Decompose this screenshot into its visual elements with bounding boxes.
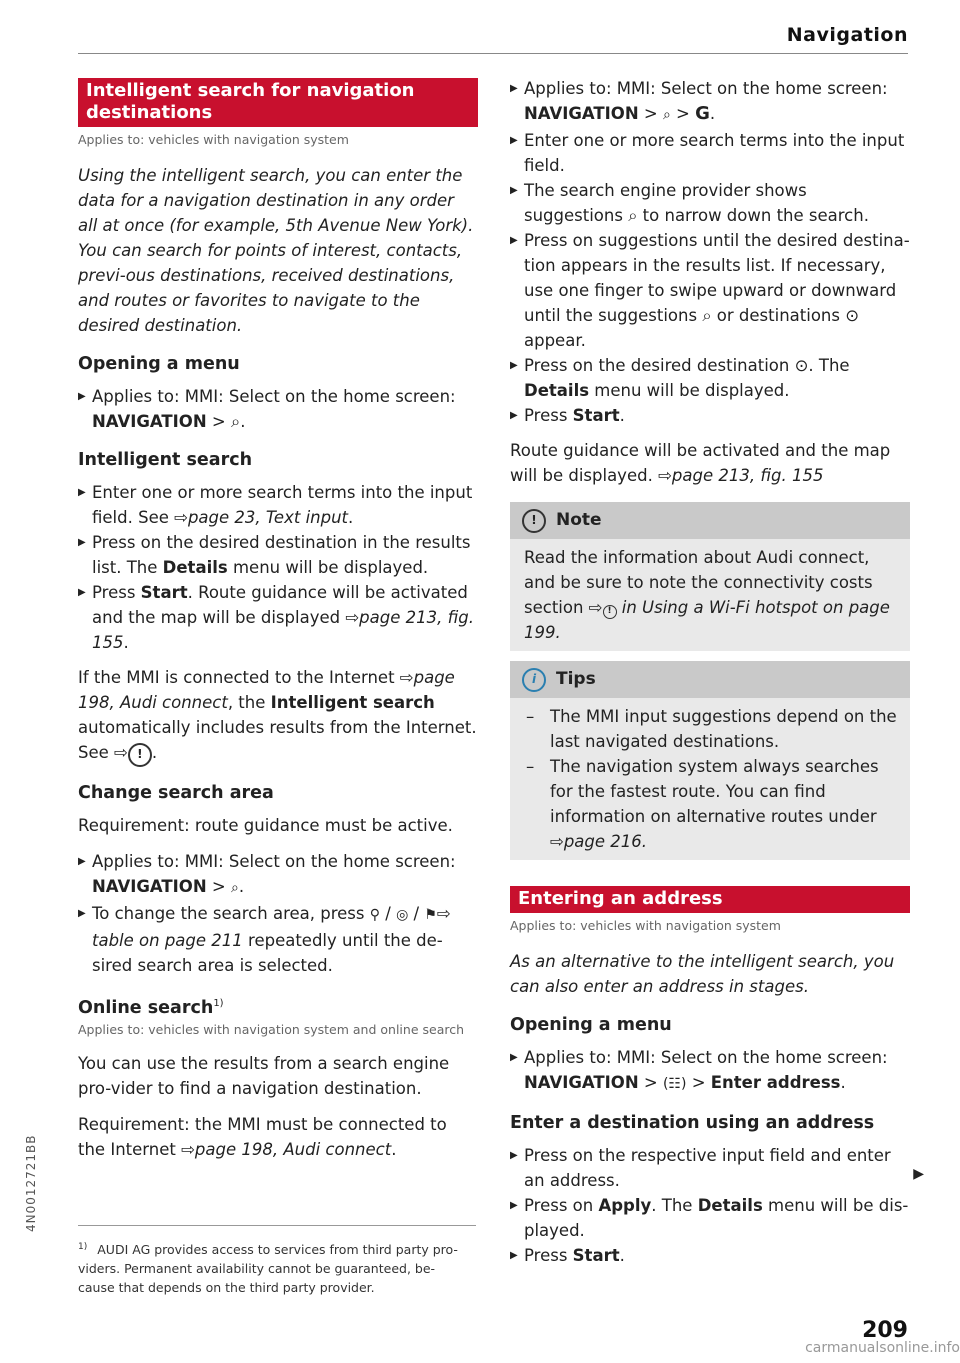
right-column — [510, 76, 910, 1278]
flag-area-icon: ⚑ — [424, 906, 437, 923]
step-text: Applies to: MMI: Select on the home screen: — [92, 387, 456, 406]
step-list — [78, 384, 478, 434]
step-list — [510, 1143, 910, 1268]
note-text: Read the information about Audi connect, and be sure to note the connectivity costs section — [524, 548, 873, 617]
bold-term: Details — [524, 381, 590, 400]
step-text: . The — [651, 1196, 698, 1215]
caution-icon: ! — [522, 509, 546, 533]
online-para: You can use the results from a search engine pro-vider to find a navigation destination. — [78, 1054, 450, 1099]
footnote — [78, 1238, 468, 1297]
page-number: 209 — [862, 1318, 908, 1343]
ref-arrow-icon: ⇨ — [181, 1140, 195, 1160]
section-banner: Entering an address — [510, 886, 910, 913]
heading-online-search — [78, 992, 478, 1020]
search-icon: ⌕ — [662, 107, 671, 123]
menu-path-bold: NAVIGATION — [524, 104, 639, 123]
heading-opening-menu: Opening a menu — [510, 1015, 672, 1035]
bold-term: Details — [697, 1196, 763, 1215]
map-area-icon: ◎ — [396, 906, 409, 923]
watermark: carmanualsonline.info — [805, 1340, 960, 1356]
applies-note: Applies to: vehicles with navigation system — [510, 918, 781, 933]
tip-text: The navigation system always searches for the fastest route. You can find information on alternative routes under — [550, 757, 879, 826]
online-req: Requirement: the MMI must be connected to the Internet ⇨page 198, Audi connect. — [78, 1115, 447, 1160]
step-text: repeatedly until the de-sired search area is selected. — [92, 930, 443, 975]
route-para — [510, 438, 910, 488]
note-body — [510, 539, 910, 651]
heading-enter-destination: Enter a destination using an address — [510, 1113, 875, 1133]
heading-intelligent-search: Intelligent search — [78, 450, 253, 470]
tip-item — [524, 754, 898, 854]
address-icon: (☷) — [662, 1076, 687, 1092]
ref-arrow-icon: ⇨ — [436, 903, 451, 923]
ref-arrow-icon: ⇨ — [114, 743, 128, 762]
step-text: Press — [92, 583, 141, 602]
footnote-rule — [78, 1225, 476, 1226]
step-text: . — [619, 406, 625, 425]
ref-arrow-icon: ⇨ — [550, 832, 564, 851]
para-text: If the MMI is connected to the Internet — [78, 668, 400, 687]
footnote-text: AUDI AG provides access to services from third party pro-viders. Permanent availability cannot be guaranteed, be-cause that depends on the third party provider. — [78, 1242, 458, 1296]
intro-text: Using the intelligent search, you can enter the data for a navigation destination in any order all at once (for example, 5th Avenue New York). You can search for points of interest, contacts, previ-ous destinations, received destinations, and routes or favorites to navigate to the desired destination. — [78, 166, 474, 335]
heading-change-area: Change search area — [78, 782, 274, 803]
note-title: Note — [556, 510, 602, 530]
step-text: menu will be displayed. — [589, 381, 790, 400]
tips-list — [524, 704, 898, 854]
step-item: ▶ Applies to: MMI: Select on the home screen: NAVIGATION > ⌕. — [78, 849, 478, 901]
search-icon: ⌕ — [230, 879, 239, 896]
para-text: Requirement: the MMI must be connected to the Internet — [78, 1115, 447, 1160]
bold-term: Start — [572, 406, 620, 425]
step-list — [510, 1045, 910, 1097]
page-link[interactable]: in Using a Wi-Fi hotspot on page 199. — [524, 598, 890, 642]
ref-arrow-icon: ⇨ — [588, 598, 603, 617]
page-link[interactable]: page 23, Text input — [187, 508, 349, 527]
bold-term: Intelligent search — [270, 693, 435, 712]
info-icon: i — [522, 668, 546, 692]
note-box — [510, 502, 910, 651]
step-text: Press — [524, 406, 573, 425]
menu-path-bold: NAVIGATION — [92, 876, 207, 896]
para-text: automatically includes results from the Internet. See — [78, 718, 477, 762]
bold-term: Apply — [598, 1196, 652, 1215]
step-item: ▶ Applies to: MMI: Select on the home screen: NAVIGATION > ⌕ > G. — [510, 76, 910, 128]
tips-title: Tips — [556, 669, 596, 689]
zoom-area-icon: ⚲ — [369, 906, 380, 923]
step-text: menu will be displayed. — [227, 558, 429, 577]
page-link[interactable]: page 198, Audi connect — [78, 668, 455, 712]
continue-arrow-icon: ▶ — [913, 1166, 924, 1182]
step-item — [510, 1243, 910, 1268]
step-text: . Route guidance will be activated and the map will be displayed — [92, 583, 468, 627]
caution-icon: ! — [603, 605, 617, 619]
requirement-text: Requirement: route guidance must be active. — [78, 815, 453, 835]
ref-arrow-icon: ⇨ — [174, 508, 188, 527]
tips-header — [510, 661, 910, 698]
step-text: Applies to: MMI: Select on the home screen: — [524, 1048, 888, 1067]
bold-term: Details — [162, 558, 228, 577]
applies-note: Applies to: vehicles with navigation system and online search — [78, 1022, 465, 1038]
para-text: , the — [227, 693, 271, 712]
para-text: Route guidance will be activated and the map will be displayed. — [510, 441, 891, 485]
heading-text: Online search — [78, 997, 214, 1018]
section-banner: Intelligent search for navigation destinations — [78, 78, 478, 127]
step-item: ▶ The search engine provider shows suggestions ⌕ to narrow down the search. — [510, 178, 910, 228]
step-text: menu will be dis-played. — [524, 1196, 909, 1240]
tips-body — [510, 698, 910, 860]
section-title: Navigation — [786, 24, 908, 46]
step-list — [78, 480, 478, 655]
step-item — [78, 530, 478, 580]
step-text: To change the search area, press — [92, 903, 370, 923]
ref-arrow-icon: ⇨ — [658, 466, 672, 485]
step-text: Press on — [524, 1196, 599, 1215]
step-list — [510, 76, 910, 428]
tip-item: – The MMI input suggestions depend on the last navigated destinations. — [524, 704, 898, 754]
left-column — [78, 78, 478, 1173]
step-item — [510, 1193, 910, 1243]
step-item: ▶ Press on suggestions until the desired destina-tion appears in the results list. If necessary, use one finger to swipe upward or downward until the suggestions ⌕ or destinations ⊙ appear. — [510, 228, 910, 353]
step-text: Press on the desired destination ⊙. The — [524, 356, 850, 375]
step-item — [78, 384, 478, 434]
note-header — [510, 502, 910, 539]
page-link[interactable]: page 198, Audi connect — [194, 1140, 392, 1160]
intro-text: As an alternative to the intelligent search, you can also enter an address in stages. — [510, 952, 895, 996]
step-list — [78, 849, 478, 978]
bold-term: Start — [572, 1246, 620, 1265]
step-item: ▶ To change the search area, press ⚲ / ◎ / ⚑⇨ table on page 211 repeatedly until the de-sired search area is selected. — [78, 901, 478, 978]
google-icon: G — [695, 103, 710, 124]
step-item — [510, 353, 910, 403]
step-item: ▶ Enter one or more search terms into the input field. See ⇨page 23, Text input. — [78, 480, 478, 530]
ref-arrow-icon: ⇨ — [399, 668, 414, 687]
caution-icon[interactable]: ! — [128, 743, 152, 767]
step-text: Applies to: MMI: Select on the home screen: — [524, 79, 888, 98]
page-link[interactable]: table on page 211 — [92, 930, 243, 950]
step-item: ▶ Enter one or more search terms into the input field. — [510, 128, 910, 178]
menu-path-bold: NAVIGATION — [524, 1073, 639, 1092]
step-text: . — [619, 1246, 625, 1265]
footnote-mark: 1) — [78, 1242, 88, 1252]
step-text: Press on the desired destination in the results list. The — [92, 533, 471, 577]
step-item: ▶ Press Start. Route guidance will be activated and the map will be displayed ⇨page 213, fig. 155. — [78, 580, 478, 655]
page-link[interactable]: page 216. — [563, 832, 648, 851]
step-text: Enter one or more search terms into the input field. See — [92, 483, 473, 527]
internet-para: If the MMI is connected to the Internet ⇨page 198, Audi connect, the Intelligent search automatically includes results from the Internet. See ⇨ ! . — [78, 665, 478, 767]
tips-box — [510, 661, 910, 860]
menu-path-bold: Enter address — [710, 1073, 841, 1092]
header-rule — [78, 53, 908, 54]
step-item: ▶ Applies to: MMI: Select on the home screen: NAVIGATION > (☷) > Enter address. — [510, 1045, 910, 1097]
footnote-mark: 1) — [213, 997, 224, 1009]
menu-path-bold: NAVIGATION — [92, 412, 207, 431]
page-link[interactable]: page 213, fig. 155 — [92, 608, 474, 652]
step-text: Press — [524, 1246, 573, 1265]
document-code: 4N0012721BB — [24, 1134, 38, 1232]
heading-opening-menu: Opening a menu — [78, 354, 240, 374]
bold-term: Start — [140, 583, 188, 602]
step-item — [510, 403, 910, 428]
ref-arrow-icon: ⇨ — [345, 608, 360, 627]
step-item: ▶ Press on the respective input field and enter an address. — [510, 1143, 910, 1193]
page-link[interactable]: page 213, fig. 155 — [671, 466, 824, 485]
step-text: > ⌕. — [206, 412, 246, 431]
applies-note: Applies to: vehicles with navigation system — [78, 132, 349, 147]
step-text: Applies to: MMI: Select on the home screen: — [92, 851, 456, 871]
